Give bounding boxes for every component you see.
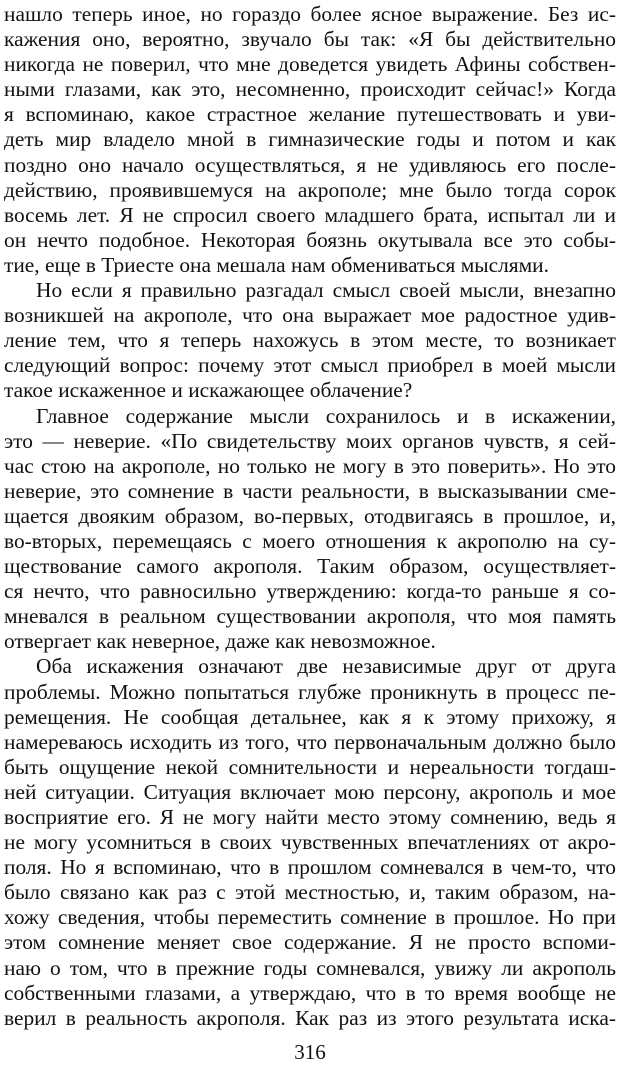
- page-number: 316: [294, 1040, 326, 1064]
- text-line: Главное содержание мысли сохранилось и в искажении,: [36, 403, 616, 428]
- text-line: щается двояким образом, во-первых, отодвигаясь в прошлое, и,: [4, 503, 616, 528]
- text-line: намереваюсь исходить из того, что первоначальным должно было: [4, 729, 616, 754]
- text-line: не могу усомниться в своих чувственных впечатлениях от акро-: [4, 830, 616, 855]
- text-line: мневался в реальном существовании акрополя, что моя память: [4, 604, 616, 629]
- text-line: кажения оно, вероятно, звучало бы так: «Я бы действительно: [4, 27, 616, 52]
- text-line: Оба искажения означают две независимые друг от друга: [36, 654, 616, 679]
- text-line: проблемы. Можно попытаться глубже проникнуть в процесс пе-: [4, 679, 616, 704]
- text-line: верил в реальность акрополя. Как раз из этого результата иска-: [4, 1005, 616, 1030]
- text-line: неверие, это сомнение в части реальности, в высказывании сме-: [4, 478, 616, 503]
- text-line: действию, проявившемуся на акрополе; мне было тогда сорок: [4, 177, 616, 202]
- text-line: было связано как раз с этой местностью, и, таким образом, на-: [4, 880, 616, 905]
- text-line: ными глазами, как это, несомненно, происходит сейчас!» Когда: [4, 77, 616, 102]
- text-line: это — неверие. «По свидетельству моих органов чувств, я сей-: [4, 428, 616, 453]
- text-line: нашло теперь иное, но гораздо более ясное выражение. Без ис-: [4, 2, 616, 26]
- text-line: тие, еще в Триесте она мешала нам обмениваться мыслями.: [4, 252, 549, 277]
- text-line: поля. Но я вспоминаю, что в прошлом сомневался в чем-то, что: [4, 855, 616, 880]
- paragraph: [4, 654, 616, 1030]
- text-line: возникшей на акрополе, что она выражает мое радостное удив-: [4, 303, 616, 328]
- text-line: ление тем, что я теперь нахожусь в этом месте, то возникает: [4, 328, 616, 353]
- text-line: хожу сведения, чтобы переместить сомнение в прошлое. Но при: [4, 905, 616, 930]
- text-line: никогда не поверил, что мне доведется увидеть Афины собствен-: [4, 52, 616, 77]
- text-line: Но если я правильно разгадал смысл своей мысли, внезапно: [36, 278, 616, 303]
- paragraph: [4, 278, 616, 403]
- text-line: ществование самого акрополя. Таким образом, осуществляет-: [4, 554, 616, 579]
- text-line: час стою на акрополе, но только не могу в это поверить». Но это: [4, 453, 616, 478]
- text-line: ся нечто, что равносильно утверждению: когда-то раньше я со-: [4, 579, 616, 604]
- text-line: ремещения. Не сообщая детальнее, как я к этому прихожу, я: [4, 704, 616, 729]
- paragraph: [4, 404, 616, 655]
- text-line: он нечто подобное. Некоторая боязнь окутывала все это собы-: [4, 227, 616, 252]
- text-line: отвергает как неверное, даже как невозможное.: [4, 629, 436, 654]
- text-line: такое искаженное и искажающее облачение?: [4, 378, 413, 403]
- text-line: ней ситуации. Ситуация включает мою персону, акрополь и мое: [4, 779, 616, 804]
- text-line: восприятие его. Я не могу найти место этому сомнению, ведь я: [4, 805, 616, 829]
- text-line: собственными глазами, а утверждаю, что в то время вообще не: [4, 980, 616, 1005]
- text-line: поздно оно начало осуществляться, я не удивляюсь его после-: [4, 152, 616, 177]
- text-line: восемь лет. Я не спросил своего младшего брата, испытал ли и: [4, 202, 616, 227]
- text-line: этом сомнение меняет свое содержание. Я не просто вспоми-: [4, 930, 616, 955]
- text-line: следующий вопрос: почему этот смысл приобрел в моей мысли: [4, 353, 616, 378]
- text-line: во-вторых, перемещаясь с моего отношения к акрополю на су-: [4, 528, 616, 553]
- body-text: [4, 2, 616, 1031]
- text-line: наю о том, что в прежние годы сомневался, увижу ли акрополь: [4, 955, 616, 980]
- text-line: деть мир владело мной в гимназические годы и потом и как: [4, 127, 616, 152]
- text-line: быть ощущение некой сомнительности и нереальности тогдаш-: [4, 754, 616, 779]
- paragraph: [4, 2, 616, 278]
- text-line: я вспоминаю, какое страстное желание путешествовать и уви-: [4, 102, 616, 127]
